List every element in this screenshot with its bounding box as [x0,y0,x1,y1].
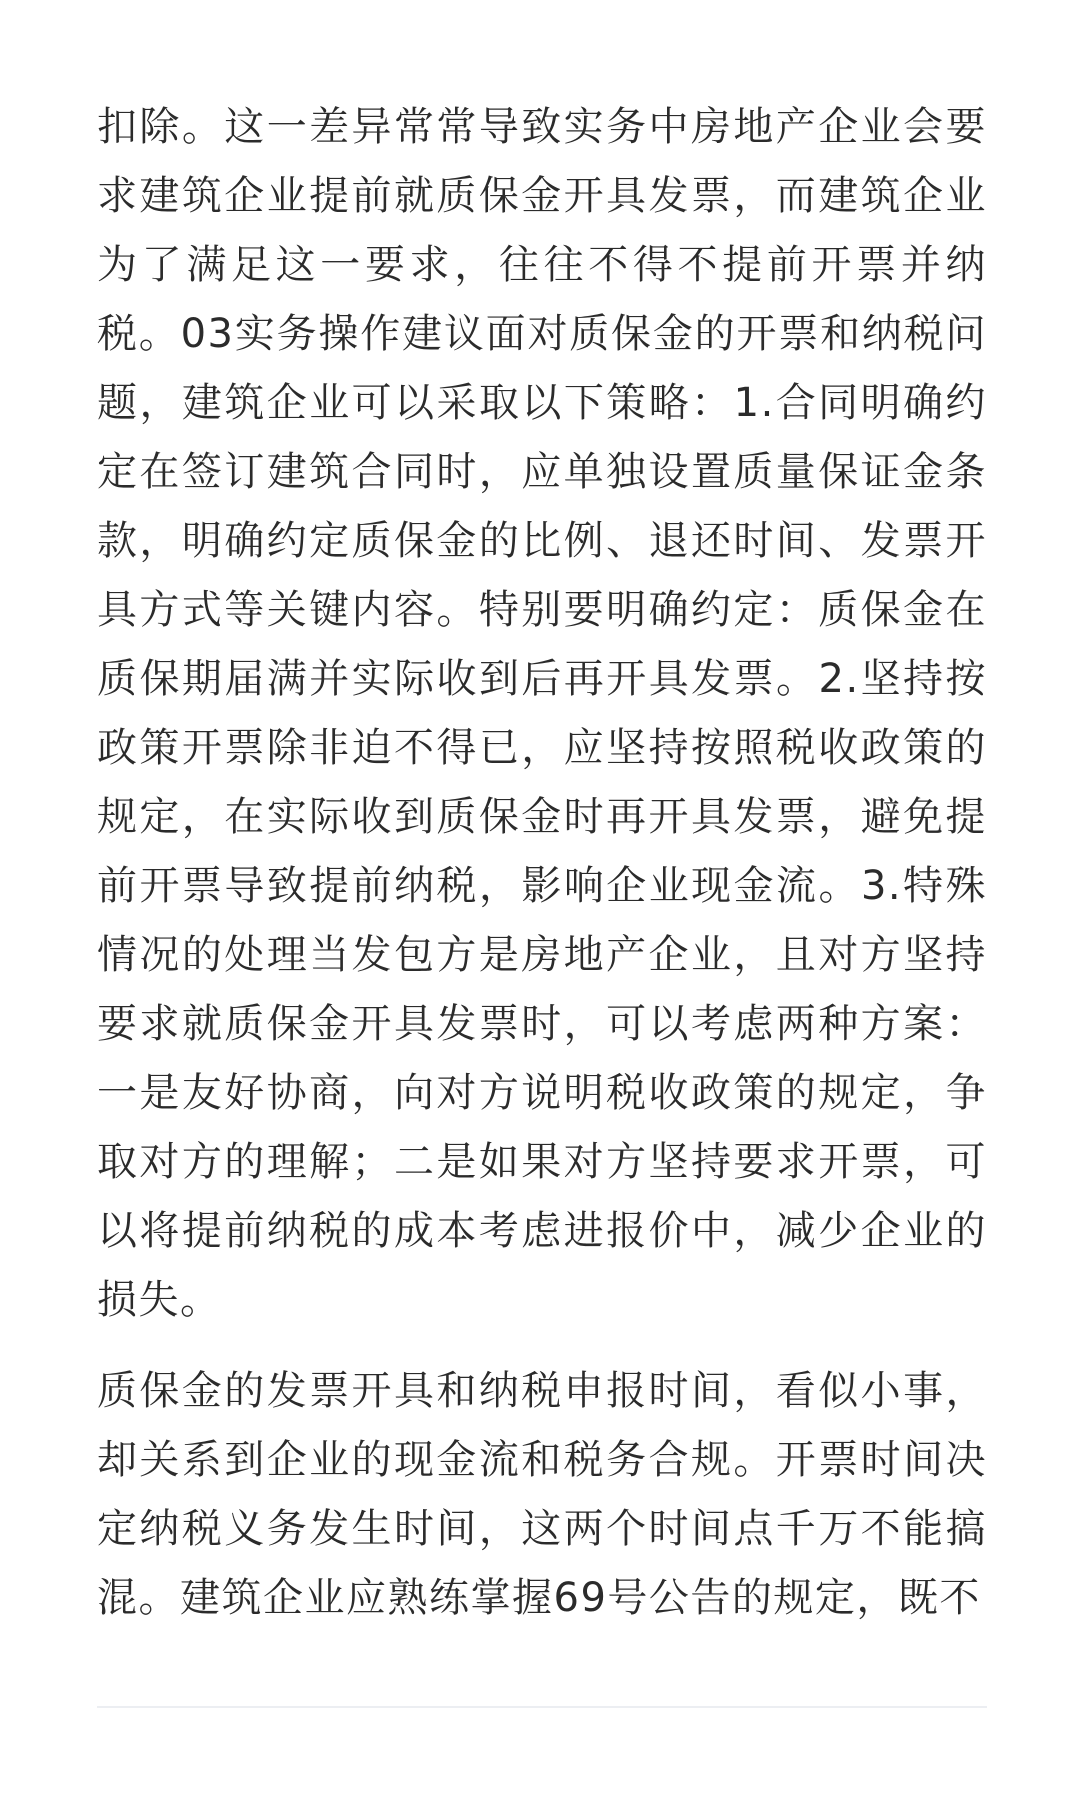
article-paragraph-1: 扣除。这一差异常常导致实务中房地产企业会要求建筑企业提前就质保金开具发票，而建筑企业为了满足这一要求，往往不得不提前开票并纳税。03实务操作建议面对质保金的开票和纳税问题，建筑企业可以采取以下策略：1.合同明确约定在签订建筑合同时，应单独设置质量保证金条款，明确约定质保金的比例、退还时间、发票开具方式等关键内容。特别要明确约定：质保金在质保期届满并实际收到后再开具发票。2.坚持按政策开票除非迫不得已，应坚持按照税收政策的规定，在实际收到质保金时再开具发票，避免提前开票导致提前纳税，影响企业现金流。3.特殊情况的处理当发包方是房地产企业，且对方坚持要求就质保金开具发票时，可以考虑两种方案：一是友好协商，向对方说明税收政策的规定，争取对方的理解；二是如果对方坚持要求开票，可以将提前纳税的成本考虑进报价中，减少企业的损失。 [97,104,987,1323]
bottom-divider [97,1706,987,1708]
article-body [97,93,987,1633]
article-paragraph-2: 质保金的发票开具和纳税申报时间，看似小事，却关系到企业的现金流和税务合规。开票时间决定纳税义务发生时间，这两个时间点千万不能搞混。建筑企业应熟练掌握69号公告的规定，既不 [97,1368,987,1621]
